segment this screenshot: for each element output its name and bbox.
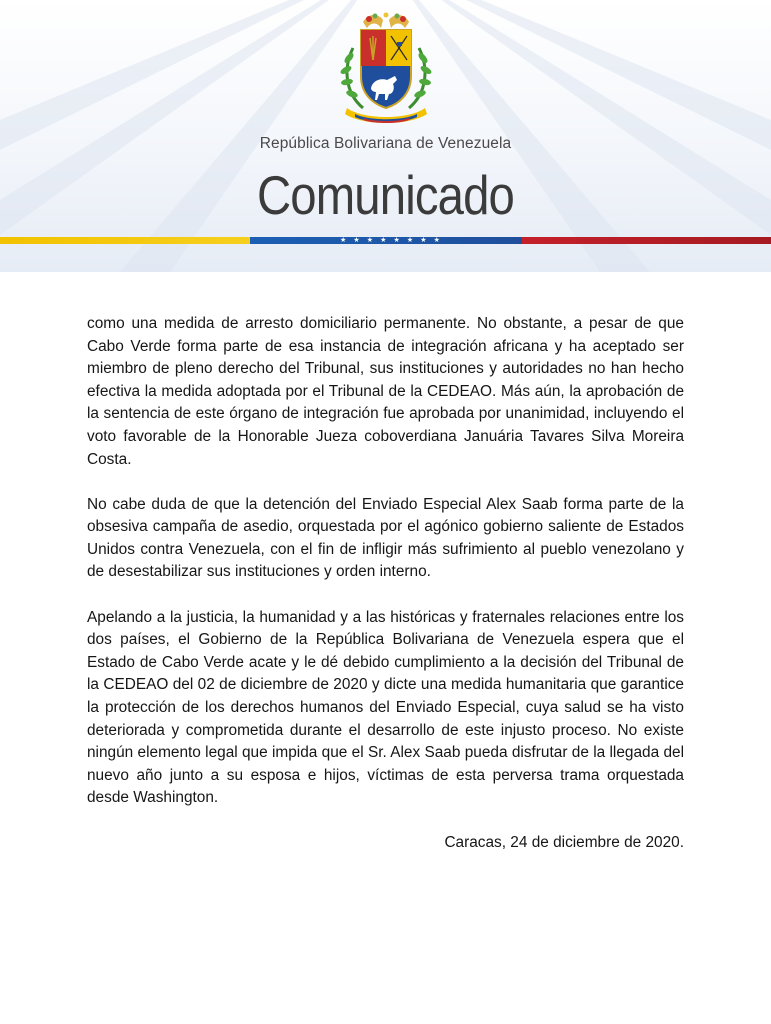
place-and-date: Caracas, 24 de diciembre de 2020. xyxy=(444,834,684,852)
body-paragraph: como una medida de arresto domiciliario permanente. No obstante, a pesar de que Cabo Verde forma parte de esa instancia de integración africana y ha aceptado ser miembro de pleno derecho del Tribunal, sus instituciones y autoridades no han hecho efectiva la medida adoptada por el Tribunal de la CEDEAO. Más aún, la aprobación de la sentencia de este órgano de integración fue aprobada por unanimidad, incluyendo el voto favorable de la Honorable Jueza coboverdiana Januária Tavares Silva Moreira Costa. xyxy=(87,315,684,468)
letterhead xyxy=(0,0,771,272)
star-icon: ★ xyxy=(406,237,414,244)
coat-of-arms-icon xyxy=(333,8,439,126)
star-icon: ★ xyxy=(393,237,400,244)
star-icon: ★ xyxy=(433,237,440,244)
communique-body xyxy=(87,313,684,855)
flag-red-segment xyxy=(522,237,771,244)
star-icon: ★ xyxy=(340,237,347,244)
star-icon: ★ xyxy=(420,237,427,244)
body-paragraph: No cabe duda de que la detención del Enviado Especial Alex Saab forma parte de la obsesiva campaña de asedio, orquestada por el agónico gobierno saliente de Estados Unidos contra Venezuela, con el fin de infligir más sufrimiento al pueblo venezolano y de desestabilizar sus instituciones y orden interno. xyxy=(87,495,684,581)
star-icon: ★ xyxy=(353,237,360,244)
flag-stars xyxy=(340,236,440,246)
body-paragraph: Apelando a la justicia, la humanidad y a las históricas y fraternales relaciones entre los dos países, el Gobierno de la República Bolivariana de Venezuela espera que el Estado de Cabo Verde acate y le dé debido cumplimiento a la decisión del Tribunal de la CEDEAO del 02 de diciembre de 2020 y dicte una medida humanitaria que garantice la protección de los derechos humanos del Enviado Especial, cuya salud se ha visto deteriorada y comprometida durante el desarrollo de este injusto proceso. No existe ningún elemento legal que impida que el Sr. Alex Saab pueda disfrutar de la llegada del nuevo año junto a su esposa e hijos, víctimas de esta perversa trama orquestada desde Washington. xyxy=(87,608,684,807)
star-icon: ★ xyxy=(380,237,387,244)
document-title: Comunicado xyxy=(257,164,514,226)
government-name: República Bolivariana de Venezuela xyxy=(259,135,512,152)
star-icon: ★ xyxy=(366,237,374,244)
flag-yellow-segment xyxy=(0,237,250,244)
